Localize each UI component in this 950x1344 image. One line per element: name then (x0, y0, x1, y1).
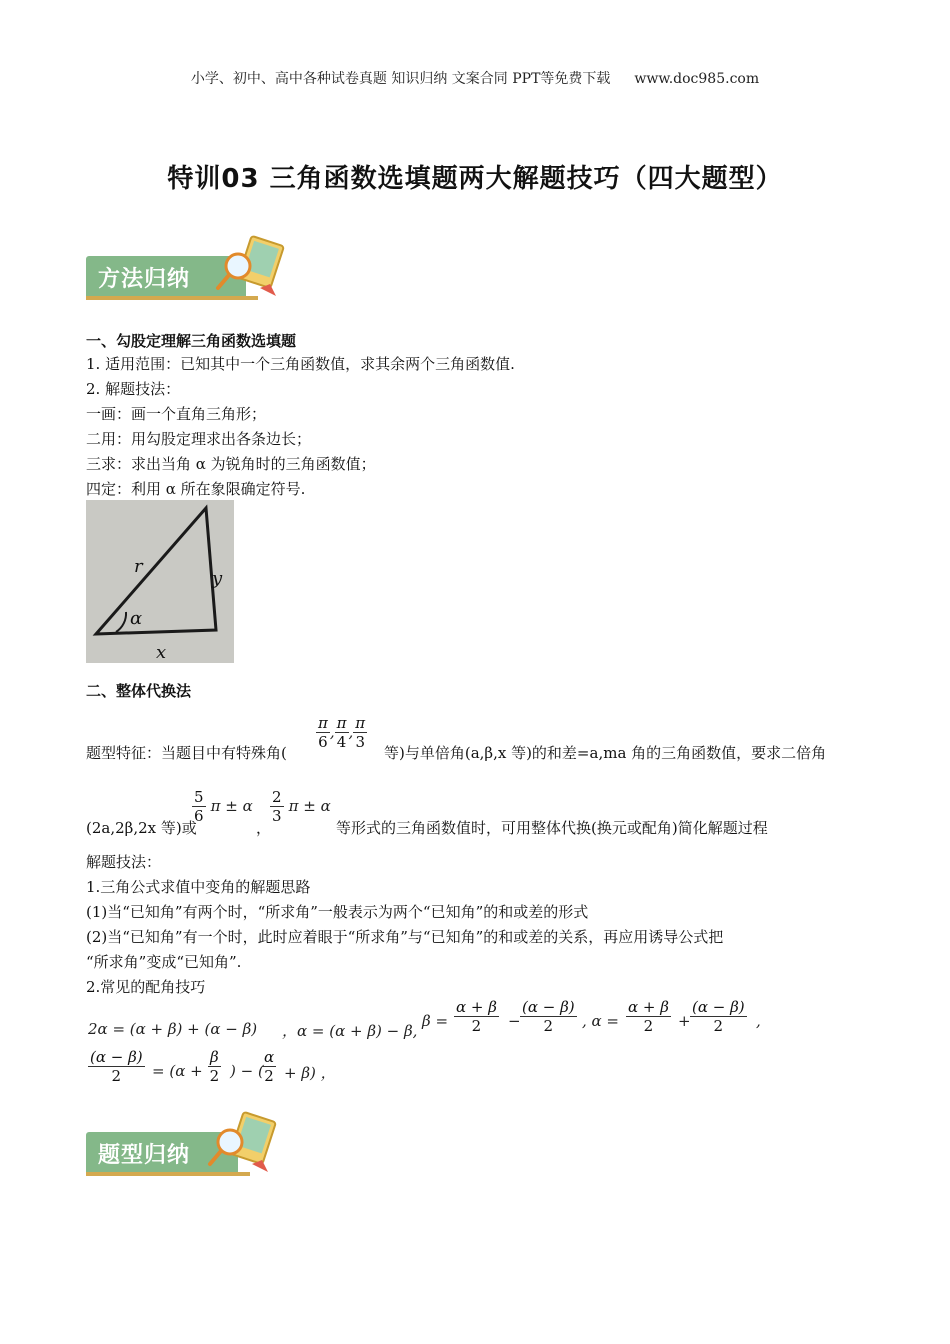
frac-2-3-pi: $\frac{2}{3}$ π ± α (272, 788, 331, 825)
line2-comma: ， (256, 819, 272, 837)
frac-5-6-pi: $\frac{5}{6}$ π ± α (194, 788, 253, 825)
page-header (0, 68, 950, 88)
label-r: r (134, 556, 143, 577)
tips-line-3: (1)当“已知角”有两个时，“所求角”一般表示为两个“已知角”的和或差的形式 (86, 903, 589, 921)
frac-beta-2: $\frac{\beta}{2}$ (209, 1048, 220, 1085)
frac-alpha-plus-beta-1: $\frac{\alpha + \beta}{2}$ (456, 998, 497, 1035)
frac-pi-6: $\frac{\pi}{6}$ (318, 714, 328, 751)
formula-beta-eq: β = (422, 1012, 449, 1030)
header-site: www.doc985.com (634, 71, 760, 87)
book-magnifier-icon (214, 232, 286, 304)
label-alpha: α (130, 608, 143, 629)
tips-line-2: 1.三角公式求值中变角的解题思路 (86, 878, 311, 896)
book-magnifier-icon (206, 1108, 278, 1180)
line2-suffix: 等形式的三角函数值时，可用整体代换(换元或配角)简化解题过程 (336, 819, 768, 837)
frac-alpha-plus-beta-2: $\frac{\alpha + \beta}{2}$ (628, 998, 669, 1035)
tips-line-6: 2.常见的配角技巧 (86, 978, 206, 996)
section1-heading: 一、勾股定理解三角函数选填题 (86, 332, 297, 350)
frac-pi-4: $\frac{\pi}{4}$ (336, 714, 347, 751)
formula-alpha: ，α = (α + β) − β, (282, 1022, 418, 1040)
label-y: y (212, 568, 223, 589)
banner-method (86, 232, 286, 312)
feature-prefix: 题型特征：当题目中有特殊角( (86, 744, 287, 762)
formula-2alpha: 2α = (α + β) + (α − β) (88, 1020, 258, 1038)
section1-line-5: 三求：求出当角 α 为锐角时的三角函数值； (86, 455, 376, 473)
formula-row-2: $\frac{(\alpha - \beta)}{2}$ = (α + $\frac{\beta}{2}$ ) − ( $\frac{\alpha}{2}$ + β) ， (90, 1048, 336, 1085)
tips-line-1: 解题技法： (86, 853, 162, 871)
section1-line-6: 四定：利用 α 所在象限确定符号. (86, 480, 306, 498)
frac-alpha-minus-beta-3: $\frac{(\alpha - \beta)}{2}$ (90, 1048, 143, 1085)
feature-suffix: 等)与单倍角(a,β,x 等)的和差=a,ma 角的三角函数值，要求二倍角 (384, 744, 827, 762)
tips-line-5: “所求角”变成“已知角”. (86, 953, 242, 971)
section2-feature-line (86, 742, 287, 764)
section1-line-3: 一画：画一个直角三角形； (86, 405, 267, 423)
special-angles: $\frac{\pi}{6}$ , $\frac{\pi}{4}$ , $\frac{\pi}{3}$ (318, 714, 366, 751)
page-title: 特训03 三角函数选填题两大解题技巧（四大题型） (167, 164, 783, 194)
section2-heading: 二、整体代换法 (86, 682, 192, 700)
banner-label: 题型归纳 (98, 1143, 191, 1168)
label-x: x (156, 642, 167, 663)
line2-prefix: (2a,2β,2x 等)或 (86, 819, 197, 837)
frac-alpha-minus-beta-1: $\frac{(\alpha - \beta)}{2}$ (522, 998, 575, 1035)
frac-pi-3: $\frac{\pi}{3}$ (355, 714, 366, 751)
tips-line-4: (2)当“已知角”有一个时，此时应着眼于“所求角”与“已知角”的和或差的关系，再应用诱导公式把 (86, 928, 724, 946)
banner-question-types (86, 1108, 286, 1188)
formula-row-1: 2α = (α + β) + (α − β) ，α = (α + β) − β, β = $\frac{\alpha + \beta}{2}$ − $\frac{(\alpha - \beta)}{2}$ , α = $\frac{\alpha + \beta}{2}$ + $\frac{(\alpha - \beta)}{2}$ , (88, 998, 761, 1040)
section1-line-4: 二用：用勾股定理求出各条边长； (86, 430, 312, 448)
banner-label: 方法归纳 (98, 267, 191, 292)
section1-line-1: 1. 适用范围：已知其中一个三角函数值，求其余两个三角函数值. (86, 355, 515, 373)
frac-alpha-2: $\frac{\alpha}{2}$ (264, 1048, 275, 1085)
right-triangle-figure (86, 500, 234, 663)
header-text: 小学、初中、高中各种试卷真题 知识归纳 文案合同 PPT等免费下载 (190, 71, 611, 87)
section1-line-2: 2. 解题技法： (86, 380, 181, 398)
frac-alpha-minus-beta-2: $\frac{(\alpha - \beta)}{2}$ (692, 998, 745, 1035)
